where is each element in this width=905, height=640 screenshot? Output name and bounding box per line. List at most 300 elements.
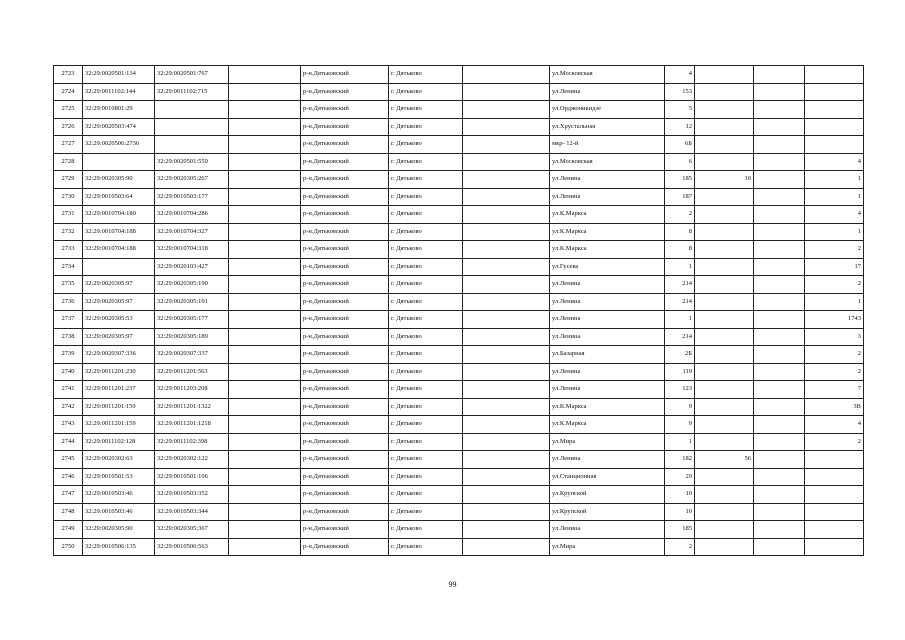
- record-number-cell: 2734: [54, 258, 83, 276]
- table-row: [54, 276, 864, 294]
- house-number-cell: 185: [665, 171, 695, 189]
- district-cell: р-н.Дятьковский: [301, 328, 389, 346]
- street-cell: ул.Ленина: [550, 276, 665, 294]
- street-cell: ул.К.Маркса: [550, 241, 665, 259]
- city-cell: г. Дятьково: [389, 433, 463, 451]
- city-cell: г. Дятьково: [389, 241, 463, 259]
- city-cell: г. Дятьково: [389, 416, 463, 434]
- extra-cadastral-cell: [229, 101, 301, 119]
- land-cadastral-cell: 32:29:0020305:97: [83, 276, 155, 294]
- extra-cadastral-cell: [229, 503, 301, 521]
- settlement-cell: [463, 398, 550, 416]
- object-cadastral-cell: 32:29:0020103:427: [155, 258, 229, 276]
- extra-cadastral-cell: [229, 223, 301, 241]
- corpus-cell: [754, 66, 805, 84]
- extra-cadastral-cell: [229, 381, 301, 399]
- object-cadastral-cell: 32:29:0010501:106: [155, 468, 229, 486]
- house-number-cell: 214: [665, 328, 695, 346]
- extra-cadastral-cell: [229, 468, 301, 486]
- district-cell: р-н.Дятьковский: [301, 171, 389, 189]
- land-cadastral-cell: 32:29:0010704:180: [83, 206, 155, 224]
- record-number-cell: 2732: [54, 223, 83, 241]
- land-cadastral-cell: 32:29:0020307:336: [83, 346, 155, 364]
- city-cell: г. Дятьково: [389, 188, 463, 206]
- street-cell: ул.Ленина: [550, 311, 665, 329]
- apartment-cell: 17: [805, 258, 864, 276]
- table-row: [54, 136, 864, 154]
- apartment-cell: [805, 468, 864, 486]
- district-cell: р-н.Дятьковский: [301, 136, 389, 154]
- house-number-cell: 12: [665, 118, 695, 136]
- city-cell: г. Дятьково: [389, 398, 463, 416]
- building-cell: [695, 433, 754, 451]
- house-number-cell: 119: [665, 363, 695, 381]
- object-cadastral-cell: 32:29:0011201:1322: [155, 398, 229, 416]
- table-body: [54, 66, 864, 556]
- record-number-cell: 2738: [54, 328, 83, 346]
- record-number-cell: 2746: [54, 468, 83, 486]
- house-number-cell: 182: [665, 451, 695, 469]
- record-number-cell: 2731: [54, 206, 83, 224]
- extra-cadastral-cell: [229, 241, 301, 259]
- apartment-cell: 1: [805, 293, 864, 311]
- street-cell: ул.Ленина: [550, 171, 665, 189]
- district-cell: р-н.Дятьковский: [301, 468, 389, 486]
- building-cell: [695, 101, 754, 119]
- extra-cadastral-cell: [229, 433, 301, 451]
- house-number-cell: 8: [665, 241, 695, 259]
- apartment-cell: 1743: [805, 311, 864, 329]
- district-cell: р-н.Дятьковский: [301, 416, 389, 434]
- corpus-cell: [754, 136, 805, 154]
- district-cell: р-н.Дятьковский: [301, 381, 389, 399]
- building-cell: [695, 381, 754, 399]
- object-cadastral-cell: 32:29:0011102:398: [155, 433, 229, 451]
- street-cell: ул.Ленина: [550, 293, 665, 311]
- table-row: [54, 101, 864, 119]
- table-row: [54, 293, 864, 311]
- record-number-cell: 2736: [54, 293, 83, 311]
- district-cell: р-н.Дятьковский: [301, 223, 389, 241]
- apartment-cell: [805, 83, 864, 101]
- extra-cadastral-cell: [229, 311, 301, 329]
- object-cadastral-cell: [155, 118, 229, 136]
- object-cadastral-cell: 32:29:0020305:367: [155, 521, 229, 539]
- city-cell: г. Дятьково: [389, 66, 463, 84]
- land-cadastral-cell: 32:29:0020506:2736: [83, 136, 155, 154]
- house-number-cell: 8: [665, 223, 695, 241]
- land-cadastral-cell: [83, 153, 155, 171]
- house-number-cell: 6: [665, 153, 695, 171]
- land-cadastral-cell: 32:29:0020305:90: [83, 521, 155, 539]
- settlement-cell: [463, 433, 550, 451]
- apartment-cell: 2: [805, 276, 864, 294]
- table-row: [54, 223, 864, 241]
- record-number-cell: 2735: [54, 276, 83, 294]
- extra-cadastral-cell: [229, 416, 301, 434]
- record-number-cell: 2747: [54, 486, 83, 504]
- street-cell: ул.Ленина: [550, 83, 665, 101]
- street-cell: ул.К.Маркса: [550, 223, 665, 241]
- house-number-cell: 10: [665, 486, 695, 504]
- settlement-cell: [463, 136, 550, 154]
- building-cell: [695, 276, 754, 294]
- record-number-cell: 2743: [54, 416, 83, 434]
- building-cell: [695, 328, 754, 346]
- table-row: [54, 153, 864, 171]
- table-row: [54, 66, 864, 84]
- corpus-cell: [754, 206, 805, 224]
- district-cell: р-н.Дятьковский: [301, 153, 389, 171]
- building-cell: [695, 398, 754, 416]
- table-row: [54, 486, 864, 504]
- district-cell: р-н.Дятьковский: [301, 276, 389, 294]
- building-cell: [695, 66, 754, 84]
- record-number-cell: 2745: [54, 451, 83, 469]
- building-cell: [695, 206, 754, 224]
- apartment-cell: [805, 101, 864, 119]
- city-cell: г. Дятьково: [389, 206, 463, 224]
- settlement-cell: [463, 83, 550, 101]
- settlement-cell: [463, 521, 550, 539]
- settlement-cell: [463, 363, 550, 381]
- city-cell: г. Дятьково: [389, 521, 463, 539]
- land-cadastral-cell: 32:29:0011102:144: [83, 83, 155, 101]
- extra-cadastral-cell: [229, 66, 301, 84]
- land-cadastral-cell: 32:29:0020305:97: [83, 328, 155, 346]
- settlement-cell: [463, 293, 550, 311]
- building-cell: [695, 468, 754, 486]
- object-cadastral-cell: 32:29:0010503:344: [155, 503, 229, 521]
- record-number-cell: 2744: [54, 433, 83, 451]
- settlement-cell: [463, 171, 550, 189]
- house-number-cell: 185: [665, 521, 695, 539]
- apartment-cell: 3: [805, 328, 864, 346]
- corpus-cell: [754, 503, 805, 521]
- district-cell: р-н.Дятьковский: [301, 503, 389, 521]
- city-cell: г. Дятьково: [389, 468, 463, 486]
- house-number-cell: 6Б: [665, 136, 695, 154]
- house-number-cell: 9: [665, 416, 695, 434]
- street-cell: ул.К.Маркса: [550, 416, 665, 434]
- corpus-cell: [754, 293, 805, 311]
- city-cell: г. Дятьково: [389, 503, 463, 521]
- extra-cadastral-cell: [229, 538, 301, 556]
- building-cell: [695, 153, 754, 171]
- corpus-cell: [754, 433, 805, 451]
- street-cell: ул.Московская: [550, 153, 665, 171]
- street-cell: мкр- 12-й: [550, 136, 665, 154]
- house-number-cell: 153: [665, 83, 695, 101]
- house-number-cell: 10: [665, 503, 695, 521]
- object-cadastral-cell: 32:29:0020305:189: [155, 328, 229, 346]
- street-cell: ул.Ленина: [550, 451, 665, 469]
- settlement-cell: [463, 66, 550, 84]
- district-cell: р-н.Дятьковский: [301, 451, 389, 469]
- corpus-cell: [754, 416, 805, 434]
- city-cell: г. Дятьково: [389, 223, 463, 241]
- settlement-cell: [463, 468, 550, 486]
- house-number-cell: 1: [665, 311, 695, 329]
- land-cadastral-cell: 32:29:0010501:53: [83, 468, 155, 486]
- settlement-cell: [463, 451, 550, 469]
- street-cell: ул.Базарная: [550, 346, 665, 364]
- street-cell: ул.Ленина: [550, 328, 665, 346]
- table-row: [54, 171, 864, 189]
- apartment-cell: 1: [805, 223, 864, 241]
- corpus-cell: [754, 538, 805, 556]
- corpus-cell: [754, 381, 805, 399]
- table-row: [54, 398, 864, 416]
- object-cadastral-cell: 32:29:0010503:352: [155, 486, 229, 504]
- settlement-cell: [463, 328, 550, 346]
- city-cell: г. Дятьково: [389, 258, 463, 276]
- extra-cadastral-cell: [229, 486, 301, 504]
- house-number-cell: 187: [665, 188, 695, 206]
- land-cadastral-cell: [83, 258, 155, 276]
- apartment-cell: 4: [805, 416, 864, 434]
- building-cell: [695, 258, 754, 276]
- house-number-cell: 214: [665, 276, 695, 294]
- extra-cadastral-cell: [229, 328, 301, 346]
- table-row: [54, 241, 864, 259]
- record-number-cell: 2737: [54, 311, 83, 329]
- property-register-table: [53, 65, 864, 556]
- corpus-cell: [754, 346, 805, 364]
- extra-cadastral-cell: [229, 206, 301, 224]
- apartment-cell: [805, 451, 864, 469]
- street-cell: ул.К.Маркса: [550, 206, 665, 224]
- street-cell: ул.Мира: [550, 433, 665, 451]
- object-cadastral-cell: 32:29:0020305:267: [155, 171, 229, 189]
- settlement-cell: [463, 538, 550, 556]
- object-cadastral-cell: 32:29:0020305:190: [155, 276, 229, 294]
- apartment-cell: 4: [805, 153, 864, 171]
- street-cell: ул.Орджоникидзе: [550, 101, 665, 119]
- corpus-cell: [754, 258, 805, 276]
- district-cell: р-н.Дятьковский: [301, 241, 389, 259]
- house-number-cell: 5: [665, 101, 695, 119]
- object-cadastral-cell: [155, 101, 229, 119]
- land-cadastral-cell: 32:29:0010503:46: [83, 486, 155, 504]
- land-cadastral-cell: 32:29:0011201:230: [83, 363, 155, 381]
- record-number-cell: 2739: [54, 346, 83, 364]
- street-cell: ул.Московская: [550, 66, 665, 84]
- extra-cadastral-cell: [229, 521, 301, 539]
- district-cell: р-н.Дятьковский: [301, 311, 389, 329]
- building-cell: [695, 188, 754, 206]
- building-cell: [695, 136, 754, 154]
- city-cell: г. Дятьково: [389, 328, 463, 346]
- record-number-cell: 2740: [54, 363, 83, 381]
- city-cell: г. Дятьково: [389, 486, 463, 504]
- city-cell: г. Дятьково: [389, 381, 463, 399]
- land-cadastral-cell: 32:29:0020501:134: [83, 66, 155, 84]
- settlement-cell: [463, 223, 550, 241]
- street-cell: ул.Ленина: [550, 521, 665, 539]
- settlement-cell: [463, 381, 550, 399]
- object-cadastral-cell: 32:29:0011203:208: [155, 381, 229, 399]
- apartment-cell: [805, 136, 864, 154]
- land-cadastral-cell: 32:29:0010704:188: [83, 241, 155, 259]
- land-cadastral-cell: 32:29:0010801:29: [83, 101, 155, 119]
- settlement-cell: [463, 258, 550, 276]
- land-cadastral-cell: 32:29:0010704:188: [83, 223, 155, 241]
- city-cell: г. Дятьково: [389, 101, 463, 119]
- land-cadastral-cell: 32:29:0011201:159: [83, 416, 155, 434]
- building-cell: [695, 223, 754, 241]
- city-cell: г. Дятьково: [389, 136, 463, 154]
- house-number-cell: 1: [665, 258, 695, 276]
- extra-cadastral-cell: [229, 153, 301, 171]
- street-cell: ул.Крупской: [550, 503, 665, 521]
- object-cadastral-cell: 32:29:0010503:177: [155, 188, 229, 206]
- house-number-cell: 4: [665, 66, 695, 84]
- apartment-cell: [805, 503, 864, 521]
- object-cadastral-cell: 32:29:0020302:122: [155, 451, 229, 469]
- district-cell: р-н.Дятьковский: [301, 66, 389, 84]
- record-number-cell: 2725: [54, 101, 83, 119]
- object-cadastral-cell: [155, 136, 229, 154]
- table-row: [54, 503, 864, 521]
- street-cell: ул.Хрустальная: [550, 118, 665, 136]
- district-cell: р-н.Дятьковский: [301, 188, 389, 206]
- apartment-cell: 2: [805, 241, 864, 259]
- record-number-cell: 2749: [54, 521, 83, 539]
- district-cell: р-н.Дятьковский: [301, 206, 389, 224]
- land-cadastral-cell: 32:29:0010506:135: [83, 538, 155, 556]
- table-row: [54, 346, 864, 364]
- table-row: [54, 206, 864, 224]
- record-number-cell: 2729: [54, 171, 83, 189]
- building-cell: [695, 346, 754, 364]
- city-cell: г. Дятьково: [389, 346, 463, 364]
- corpus-cell: [754, 468, 805, 486]
- settlement-cell: [463, 276, 550, 294]
- city-cell: г. Дятьково: [389, 451, 463, 469]
- settlement-cell: [463, 486, 550, 504]
- street-cell: ул.Ленина: [550, 363, 665, 381]
- building-cell: [695, 521, 754, 539]
- apartment-cell: [805, 118, 864, 136]
- settlement-cell: [463, 153, 550, 171]
- land-cadastral-cell: 32:29:0010503:64: [83, 188, 155, 206]
- street-cell: ул.К.Маркса: [550, 398, 665, 416]
- object-cadastral-cell: 32:29:0020305:191: [155, 293, 229, 311]
- table-row: [54, 433, 864, 451]
- building-cell: [695, 503, 754, 521]
- settlement-cell: [463, 206, 550, 224]
- apartment-cell: 4: [805, 206, 864, 224]
- corpus-cell: [754, 328, 805, 346]
- corpus-cell: [754, 153, 805, 171]
- district-cell: р-н.Дятьковский: [301, 363, 389, 381]
- corpus-cell: [754, 83, 805, 101]
- district-cell: р-н.Дятьковский: [301, 486, 389, 504]
- building-cell: [695, 538, 754, 556]
- apartment-cell: 2: [805, 433, 864, 451]
- settlement-cell: [463, 118, 550, 136]
- apartment-cell: 1: [805, 171, 864, 189]
- settlement-cell: [463, 416, 550, 434]
- district-cell: р-н.Дятьковский: [301, 258, 389, 276]
- house-number-cell: 214: [665, 293, 695, 311]
- city-cell: г. Дятьково: [389, 311, 463, 329]
- settlement-cell: [463, 311, 550, 329]
- extra-cadastral-cell: [229, 83, 301, 101]
- house-number-cell: 2: [665, 538, 695, 556]
- street-cell: ул.Крупской: [550, 486, 665, 504]
- table-row: [54, 538, 864, 556]
- land-cadastral-cell: 32:29:0020305:53: [83, 311, 155, 329]
- district-cell: р-н.Дятьковский: [301, 346, 389, 364]
- house-number-cell: 2Б: [665, 346, 695, 364]
- building-cell: 56: [695, 451, 754, 469]
- house-number-cell: 1: [665, 433, 695, 451]
- object-cadastral-cell: 32:29:0020305:177: [155, 311, 229, 329]
- table-row: [54, 381, 864, 399]
- table-row: [54, 521, 864, 539]
- object-cadastral-cell: 32:29:0011201:563: [155, 363, 229, 381]
- extra-cadastral-cell: [229, 258, 301, 276]
- object-cadastral-cell: 32:29:0020307:337: [155, 346, 229, 364]
- city-cell: г. Дятьково: [389, 363, 463, 381]
- building-cell: [695, 311, 754, 329]
- house-number-cell: 9: [665, 398, 695, 416]
- land-cadastral-cell: 32:29:0020302:63: [83, 451, 155, 469]
- corpus-cell: [754, 241, 805, 259]
- apartment-cell: [805, 486, 864, 504]
- table-row: [54, 83, 864, 101]
- page-number: 99: [448, 580, 457, 589]
- apartment-cell: 1: [805, 188, 864, 206]
- corpus-cell: [754, 521, 805, 539]
- table-row: [54, 416, 864, 434]
- apartment-cell: 2: [805, 346, 864, 364]
- house-number-cell: 2: [665, 206, 695, 224]
- table-row: [54, 363, 864, 381]
- street-cell: ул.Станционная: [550, 468, 665, 486]
- building-cell: [695, 486, 754, 504]
- corpus-cell: [754, 486, 805, 504]
- table-row: [54, 188, 864, 206]
- record-number-cell: 2742: [54, 398, 83, 416]
- district-cell: р-н.Дятьковский: [301, 521, 389, 539]
- apartment-cell: 3В: [805, 398, 864, 416]
- record-number-cell: 2726: [54, 118, 83, 136]
- apartment-cell: 7: [805, 381, 864, 399]
- building-cell: [695, 363, 754, 381]
- district-cell: р-н.Дятьковский: [301, 101, 389, 119]
- house-number-cell: 123: [665, 381, 695, 399]
- land-cadastral-cell: 32:29:0011201:159: [83, 398, 155, 416]
- district-cell: р-н.Дятьковский: [301, 118, 389, 136]
- building-cell: 10: [695, 171, 754, 189]
- corpus-cell: [754, 311, 805, 329]
- table-row: [54, 451, 864, 469]
- table-row: [54, 258, 864, 276]
- city-cell: г. Дятьково: [389, 538, 463, 556]
- corpus-cell: [754, 223, 805, 241]
- object-cadastral-cell: 32:29:0010704:327: [155, 223, 229, 241]
- table-row: [54, 311, 864, 329]
- object-cadastral-cell: 32:29:0010704:286: [155, 206, 229, 224]
- street-cell: ул.Ленина: [550, 381, 665, 399]
- building-cell: [695, 83, 754, 101]
- land-cadastral-cell: 32:29:0010503:46: [83, 503, 155, 521]
- extra-cadastral-cell: [229, 398, 301, 416]
- settlement-cell: [463, 346, 550, 364]
